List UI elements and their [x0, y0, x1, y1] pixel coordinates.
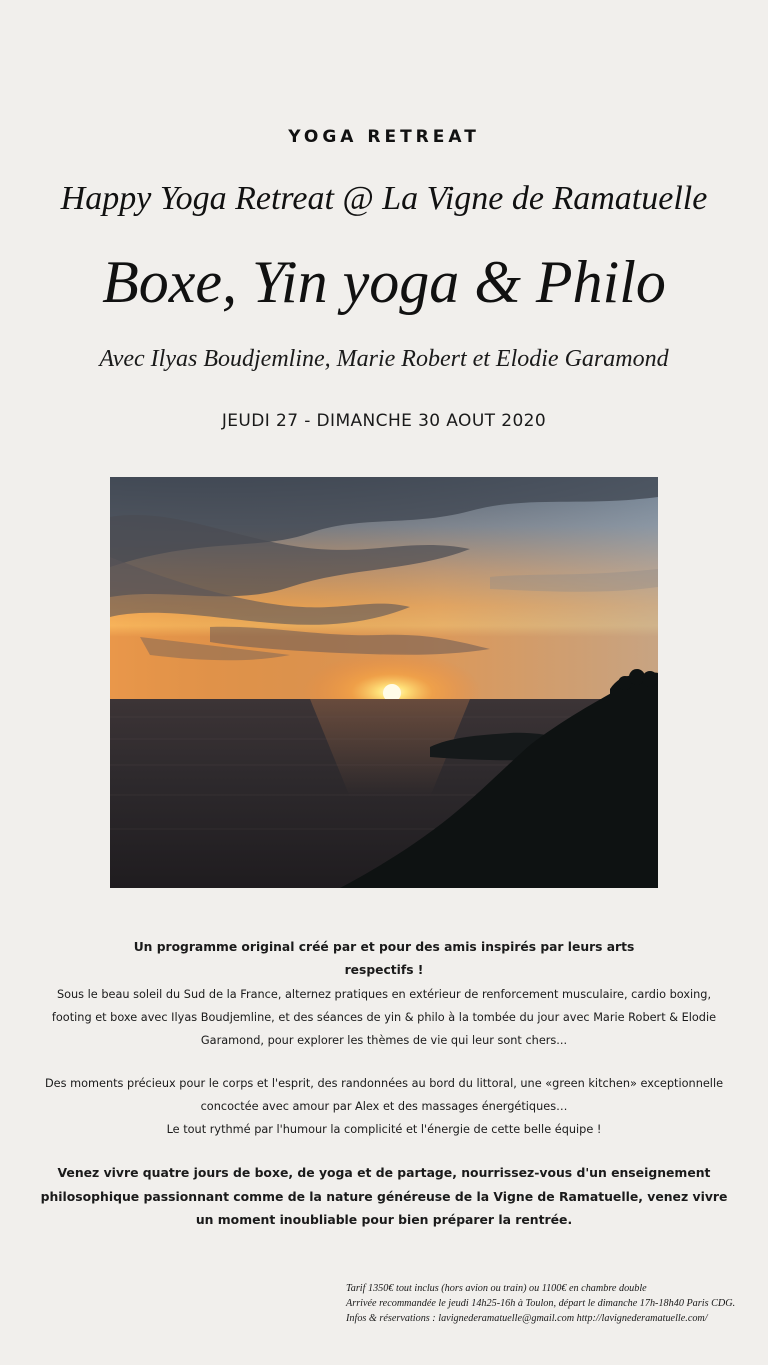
paragraph-2-line-1: Des moments précieux pour le corps et l'esprit, des randonnées au bord du littoral, une «green kitchen» exceptionnelle [44, 1077, 724, 1090]
event-dates: JEUDI 27 - DIMANCHE 30 AOUT 2020 [221, 411, 547, 431]
intro-bold-text: Un programme original créé par et pour des amis inspirés par leurs arts respectifs ! [133, 940, 635, 977]
sunset-photo [110, 477, 658, 888]
description-paragraph-1: Sous le beau soleil du Sud de la France, alternez pratiques en extérieur de renforcement musculaire, cardio boxing, footing et boxe avec Ilyas Boudjemline, et des séances de yin & philo à la tombée du jour avec Marie Robert & Elodie Garamond, pour explorer les thèmes de vie qui leur sont chers... [51, 988, 717, 1047]
closing-bold-paragraph: Venez vivre quatre jours de boxe, de yoga et de partage, nourrissez-vous d'un enseignement philosophique passionnant comme de la nature généreuse de la Vigne de Ramatuelle, venez vivre un moment inoubliable pour bien préparer la rentrée. [40, 1165, 728, 1227]
page-title: Boxe, Yin yoga & Philo [102, 249, 666, 315]
description-paragraph-2 [40, 1072, 728, 1141]
retreat-subtitle: Happy Yoga Retreat @ La Vigne de Ramatuelle [60, 180, 708, 217]
eyebrow-label: YOGA RETREAT [288, 127, 480, 147]
contact-line: Infos & réservations : lavignederamatuelle@gmail.com http://lavignederamatuelle.com/ [346, 1313, 708, 1324]
paragraph-2-line-3: Le tout rythmé par l'humour la complicité et l'énergie de cette belle équipe ! [166, 1123, 602, 1136]
hosts-line: Avec Ilyas Boudjemline, Marie Robert et Elodie Garamond [99, 346, 669, 372]
pricing-line: Tarif 1350€ tout inclus (hors avion ou train) ou 1100€ en chambre double [346, 1283, 647, 1294]
footer-info [346, 1281, 746, 1326]
arrival-line: Arrivée recommandée le jeudi 14h25-16h à Toulon, départ le dimanche 17h-18h40 Paris CDG. [346, 1298, 736, 1309]
paragraph-2-line-2: concoctée avec amour par Alex et des massages énergétiques… [200, 1100, 568, 1113]
